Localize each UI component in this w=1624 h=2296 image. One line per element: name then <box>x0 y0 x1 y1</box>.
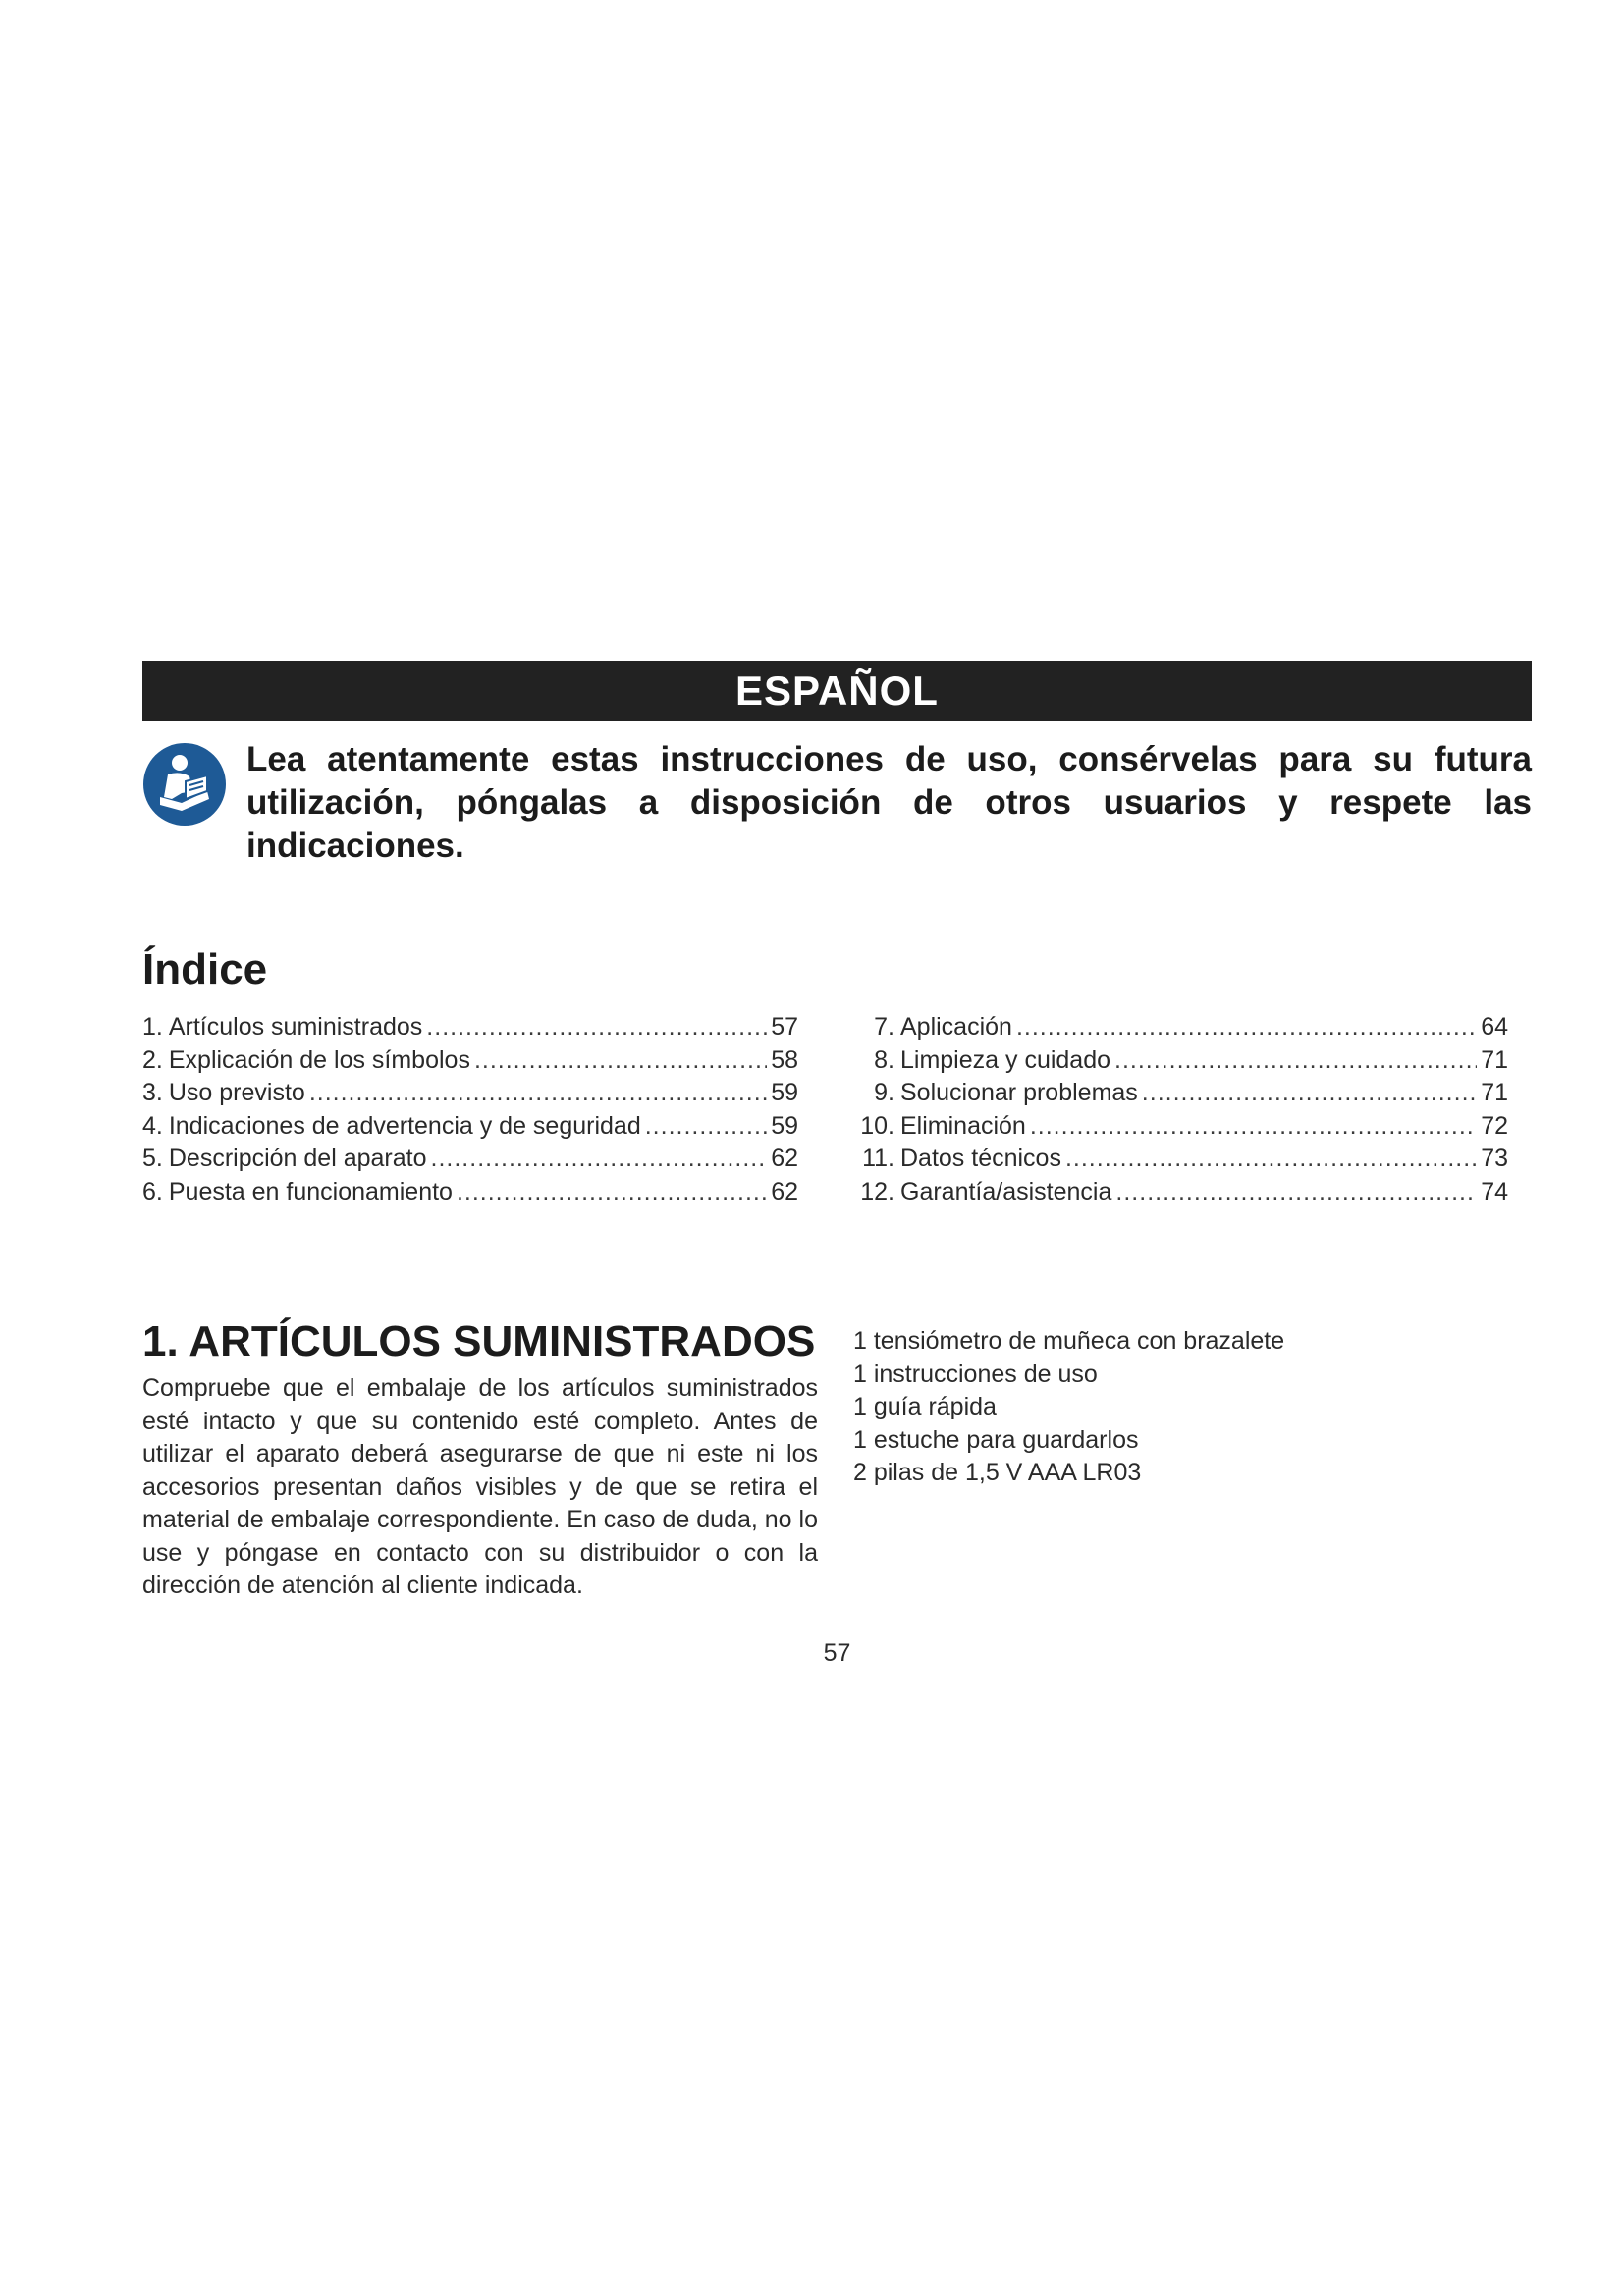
toc-entry-number: 12. <box>860 1177 894 1205</box>
section-body-text: Compruebe que el embalaje de los artículos suministrados esté intacto y que su contenido esté completo. Antes de utilizar el aparato deberá asegurarse de que ni este ni los accesorios presentan daños visibles y de que se retira el material de embalaje correspondiente. En caso de duda, no lo use y póngase en contacto con su distribuidor o con la dirección de atención al cliente indicada. <box>142 1374 818 1599</box>
toc-dot-leader <box>1115 1176 1477 1209</box>
toc-entry-page: 59 <box>771 1111 798 1140</box>
toc-right-column <box>853 1011 1508 1208</box>
list-item: 1 guía rápida <box>853 1393 997 1420</box>
list-item: 2 pilas de 1,5 V AAA LR03 <box>853 1459 1142 1486</box>
toc-entry-page: 59 <box>771 1079 798 1106</box>
toc-entry-page: 72 <box>1481 1111 1508 1140</box>
toc-entry-number: 8. <box>874 1045 894 1074</box>
toc-heading: Índice <box>142 945 268 993</box>
toc-entry[interactable] <box>853 1176 1508 1209</box>
toc-dot-leader <box>457 1176 767 1209</box>
toc-entry-page: 62 <box>771 1177 798 1205</box>
toc-entry-number: 3. <box>142 1079 163 1106</box>
list-item: 1 estuche para guardarlos <box>853 1425 1139 1454</box>
toc-entry-label: Datos técnicos <box>900 1145 1061 1172</box>
language-banner: ESPAÑOL <box>142 661 1532 721</box>
list-item: 1 tensiómetro de muñeca con brazalete <box>853 1327 1285 1355</box>
intro-notice: Lea atentamente estas instrucciones de uso, consérvelas para su futura utilización, póngalas a disposición de otros usuarios y respete las indicaciones. <box>246 740 1532 865</box>
toc-entry-number: 9. <box>874 1079 894 1106</box>
toc-dot-leader <box>426 1011 767 1044</box>
toc-entry-label: Descripción del aparato <box>168 1145 427 1172</box>
toc-dot-leader <box>309 1077 767 1110</box>
toc-entry-page: 62 <box>771 1145 798 1172</box>
toc-dot-leader <box>1065 1143 1477 1176</box>
toc-dot-leader <box>1030 1110 1477 1144</box>
supplied-items-list <box>853 1325 1284 1490</box>
toc-dot-leader <box>1114 1044 1477 1078</box>
toc-entry-label: Limpieza y cuidado <box>900 1045 1111 1074</box>
toc-entry-page: 57 <box>771 1013 798 1041</box>
toc-entry-label: Explicación de los símbolos <box>168 1045 470 1074</box>
toc-entry-label: Eliminación <box>900 1111 1026 1140</box>
toc-entry-number: 4. <box>142 1111 163 1140</box>
toc-entry-page: 74 <box>1481 1177 1508 1205</box>
manual-page <box>142 0 1532 2296</box>
toc-entry-page: 64 <box>1481 1013 1508 1041</box>
toc-entry-label: Puesta en funcionamiento <box>168 1177 453 1205</box>
section-title: 1. ARTÍCULOS SUMINISTRADOS <box>142 1317 816 1365</box>
page-number: 57 <box>823 1639 851 1667</box>
toc-entry-number: 6. <box>142 1177 163 1205</box>
list-item: 1 instrucciones de uso <box>853 1360 1098 1388</box>
toc-entry-label: Artículos suministrados <box>168 1013 423 1041</box>
toc-dot-leader <box>474 1044 767 1078</box>
toc-entry[interactable] <box>853 1011 1508 1044</box>
toc-dot-leader <box>431 1143 768 1176</box>
read-manual-icon <box>142 742 227 827</box>
toc-entry[interactable] <box>853 1077 1508 1110</box>
toc-entry[interactable] <box>142 1143 798 1176</box>
toc-dot-leader <box>645 1110 767 1144</box>
toc-entry[interactable] <box>853 1110 1508 1144</box>
toc-entry[interactable] <box>853 1143 1508 1176</box>
toc-entry[interactable] <box>853 1044 1508 1078</box>
toc-entry-page: 71 <box>1481 1079 1508 1106</box>
toc-dot-leader <box>1016 1011 1477 1044</box>
toc-entry-label: Solucionar problemas <box>900 1079 1138 1106</box>
toc-entry[interactable] <box>142 1110 798 1144</box>
toc-entry-number: 5. <box>142 1145 163 1172</box>
toc-entry[interactable] <box>142 1044 798 1078</box>
toc-entry-page: 71 <box>1481 1045 1508 1074</box>
toc-entry[interactable] <box>142 1011 798 1044</box>
toc-entry-label: Garantía/asistencia <box>900 1177 1112 1205</box>
toc-dot-leader <box>1142 1077 1477 1110</box>
toc-entry-number: 1. <box>142 1013 163 1041</box>
toc-entry-label: Uso previsto <box>168 1079 305 1106</box>
toc-entry-number: 11. <box>862 1145 894 1172</box>
toc-entry-number: 2. <box>142 1045 163 1074</box>
toc-entry-number: 10. <box>860 1111 894 1140</box>
toc-entry-number: 7. <box>874 1013 894 1041</box>
toc-entry-page: 73 <box>1481 1145 1508 1172</box>
toc-entry[interactable] <box>142 1077 798 1110</box>
toc-left-column <box>142 1011 798 1208</box>
toc-entry[interactable] <box>142 1176 798 1209</box>
toc-entry-label: Indicaciones de advertencia y de seguridad <box>168 1111 641 1140</box>
toc-entry-label: Aplicación <box>900 1013 1012 1041</box>
toc-entry-page: 58 <box>771 1045 798 1074</box>
